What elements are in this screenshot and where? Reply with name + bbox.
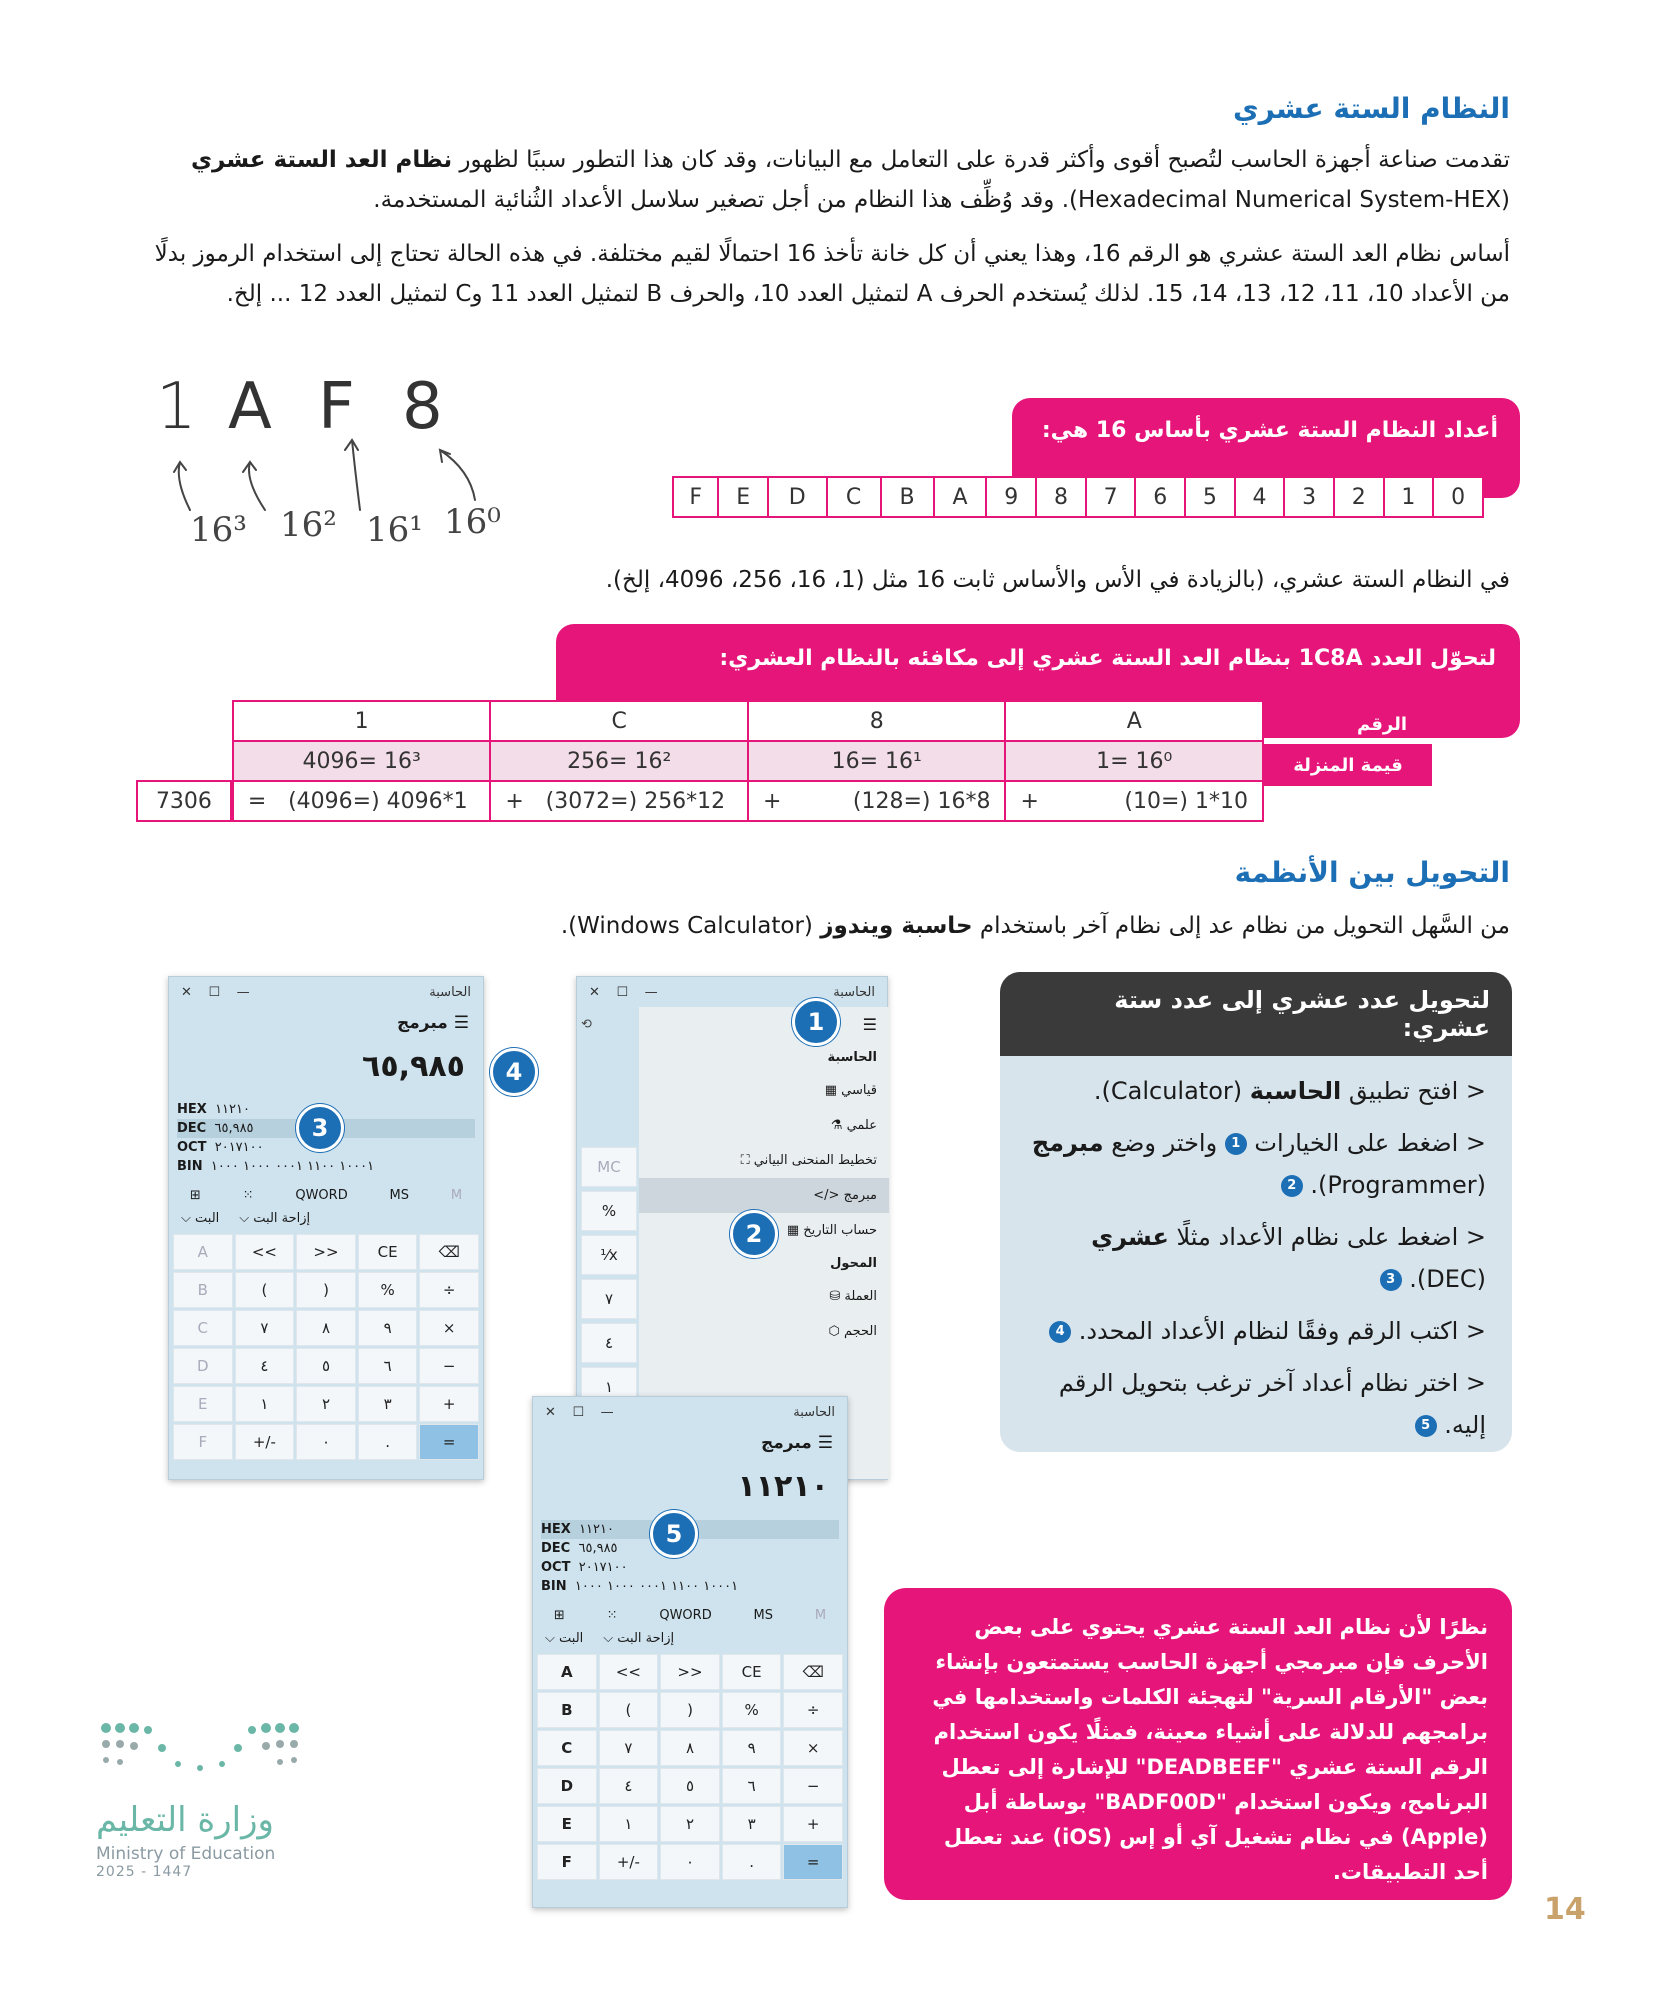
calc-key[interactable]: B <box>173 1272 233 1308</box>
radix-oct[interactable]: OCT ٢٠١٧١٠٠ <box>177 1140 264 1155</box>
calc-key[interactable]: = <box>783 1844 843 1880</box>
conv-product-cell <box>490 781 748 821</box>
calc-memory-row <box>169 1182 483 1209</box>
calc-key[interactable]: ٤ <box>235 1348 295 1384</box>
hamburger-icon[interactable]: ☰ <box>817 1433 833 1453</box>
calc-key[interactable]: − <box>419 1348 479 1384</box>
conv-operator: + <box>762 788 782 814</box>
calc-key[interactable]: CE <box>722 1654 782 1690</box>
calc-key[interactable]: >> <box>296 1234 356 1270</box>
bit-shift-menu[interactable]: ⌵ إزاحة البت <box>603 1631 675 1646</box>
calc-keypad <box>533 1654 847 1880</box>
bit-menu[interactable]: ⌵ البت <box>181 1211 220 1226</box>
calc-key[interactable]: ⌫ <box>419 1234 479 1270</box>
calc-mode-label: مبرمج <box>397 1013 448 1033</box>
calc-keypad <box>169 1234 483 1460</box>
conv-operator: + <box>1020 788 1039 814</box>
radix-bin[interactable]: BIN ١٠٠٠١ ١١٠٠ ٠٠٠١ ١٠٠٠ ١٠٠٠ <box>541 1579 739 1594</box>
calc-side-key[interactable]: % <box>581 1191 637 1231</box>
menu-item-volume[interactable]: الحجم ⬡ <box>828 1324 877 1339</box>
calc-key[interactable]: C <box>173 1310 233 1346</box>
bit-shift-menu[interactable]: ⌵ إزاحة البت <box>239 1211 311 1226</box>
hex-digit-cell: 3 <box>1284 477 1334 517</box>
hand-power-3: 16³ <box>190 510 247 550</box>
paragraph-intro: تقدمت صناعة أجهزة الحاسب لتُصبح أقوى وأكثر قدرة على التعامل مع البيانات، وقد كان هذا التطور سببًا لظهور نظام العد الستة عشري (Hexadecimal Numerical System-HEX). وقد وُظِّف هذا النظام من أجل تصغير سلاسل الأعداد الثُنائية المستخدمة. <box>190 147 1510 213</box>
calc-key[interactable]: ٦ <box>722 1768 782 1804</box>
hex-digit-cell: 5 <box>1185 477 1235 517</box>
conv-product: (128=) 16*8 <box>852 788 991 814</box>
step-badge-4: 4 <box>490 1048 538 1096</box>
conversion-products-row <box>137 781 1263 821</box>
close-icon[interactable]: ✕ <box>545 1404 556 1420</box>
calc-key[interactable]: +/- <box>235 1424 295 1460</box>
calc-bit-row <box>169 1209 483 1234</box>
label-place-value: قيمة المنزلة <box>1264 744 1432 786</box>
calc-key[interactable]: +/- <box>599 1844 659 1880</box>
side-keys <box>581 1147 637 1407</box>
minimize-icon[interactable]: — <box>600 1404 614 1420</box>
calc-key[interactable]: + <box>419 1386 479 1422</box>
ministry-year: 2025 - 1447 <box>96 1864 193 1880</box>
section-title-conversion: التحويل بين الأنظمة <box>1234 856 1510 889</box>
close-icon[interactable]: ✕ <box>181 984 192 1000</box>
calc-key[interactable]: ٨ <box>296 1310 356 1346</box>
calc-side-key[interactable]: ٤ <box>581 1323 637 1363</box>
note-box: نظرًا لأن نظام العد الستة عشري يحتوي على بعض الأحرف فإن مبرمجي أجهزة الحاسب يستمتعون بإنشاء بعض "الأرقام السرية" لتهجئة الكلمات واستخدامها في برامجهم للدلالة على أشياء معينة، فمثلًا يكون استخدام الرقم الستة عشري "DEADBEEF" للإشارة إلى تعطل البرنامج، ويكون استخدام "BADF00D" بوساطة أبل (Apple) في نظام تشغيل آي أو إس (iOS) عند تعطل أحد التطبيقات. <box>884 1588 1512 1900</box>
calc-key[interactable]: ÷ <box>419 1272 479 1308</box>
calc-titlebar <box>533 1397 847 1427</box>
menu-section-converter: المحول <box>830 1256 877 1271</box>
menu-section-calc: الحاسبة <box>827 1050 877 1065</box>
calc-key[interactable]: A <box>537 1654 597 1690</box>
maximize-icon[interactable]: ☐ <box>208 984 221 1000</box>
hand-digit-f: F <box>318 370 355 444</box>
steps-box <box>1000 972 1512 1452</box>
conv-digit: 1 <box>233 701 491 741</box>
calc-window-controls <box>545 1405 614 1420</box>
hex-digit-cell: 6 <box>1135 477 1185 517</box>
calc-key[interactable]: ⌫ <box>783 1654 843 1690</box>
calc-window-title: الحاسبة <box>833 984 875 1000</box>
menu-item-graphing[interactable]: تخطيط المنحنى البياني ⛶ <box>740 1153 877 1168</box>
conv-place: 256= 16² <box>490 741 748 781</box>
calc-side-key[interactable]: ⅟x <box>581 1235 637 1275</box>
step-badge-1: 1 <box>792 998 840 1046</box>
calc-key[interactable]: ٠ <box>660 1844 720 1880</box>
hand-power-1: 16¹ <box>366 510 423 550</box>
step-item-4: < اكتب الرقم وفقًا لنظام الأعداد المحدد. 4 <box>1024 1310 1486 1352</box>
calc-titlebar <box>169 977 483 1007</box>
conv-product-cell <box>233 781 491 821</box>
calc-memory-row <box>533 1602 847 1629</box>
calc-key[interactable]: F <box>173 1424 233 1460</box>
maximize-icon[interactable]: ☐ <box>572 1404 585 1420</box>
step-badge-3: 3 <box>296 1104 344 1152</box>
history-icon[interactable]: ⟲ <box>581 1017 592 1032</box>
conv-digit: A <box>1005 701 1263 741</box>
hex-digit-cell: B <box>881 477 934 517</box>
calc-key[interactable]: ٥ <box>296 1348 356 1384</box>
calc-display: ١١٢١٠ <box>737 1469 829 1504</box>
conv-place: 16= 16¹ <box>748 741 1006 781</box>
hex-digit-cell: 0 <box>1433 477 1483 517</box>
calc-window-controls <box>181 985 250 1000</box>
conversion-digits-row <box>137 701 1263 741</box>
hex-digit-cell: 1 <box>1384 477 1434 517</box>
memory-store-button[interactable]: MS <box>389 1188 409 1203</box>
memory-store-button[interactable]: MS <box>753 1608 773 1623</box>
step-badge-2: 2 <box>730 1210 778 1258</box>
menu-item-date[interactable]: حساب التاريخ ▦ <box>786 1223 877 1238</box>
keypad-icon[interactable]: ⊞ <box>553 1608 565 1623</box>
calc-key[interactable]: ٧ <box>235 1310 295 1346</box>
calc-key[interactable]: ٤ <box>599 1768 659 1804</box>
calculator-window-hex <box>532 1396 848 1908</box>
menu-item-standard[interactable]: قياسي ▦ <box>824 1083 877 1098</box>
hand-power-2: 16² <box>280 505 337 545</box>
ministry-english: Ministry of Education <box>96 1844 276 1864</box>
calc-key[interactable]: % <box>358 1272 418 1308</box>
calc-key[interactable]: ) <box>660 1692 720 1728</box>
steps-title: لتحويل عدد عشري إلى عدد ستة عشري: <box>1000 972 1512 1056</box>
conv-product: (10=) 1*10 <box>1124 788 1248 814</box>
calc-key[interactable]: ٩ <box>358 1310 418 1346</box>
conv-place: 4096= 16³ <box>233 741 491 781</box>
calc-window-controls <box>589 985 658 1000</box>
bit-menu[interactable]: ⌵ البت <box>545 1631 584 1646</box>
calc-key[interactable]: E <box>173 1386 233 1422</box>
handwritten-illustration <box>130 370 530 570</box>
calc-key[interactable]: E <box>537 1806 597 1842</box>
bit-toggle-icon[interactable]: ⁙ <box>242 1188 254 1203</box>
calc-mode-row <box>533 1427 847 1459</box>
calc-key[interactable]: × <box>783 1730 843 1766</box>
hamburger-icon[interactable]: ☰ <box>862 1015 877 1034</box>
calc-key[interactable]: % <box>722 1692 782 1728</box>
calc-key[interactable]: CE <box>358 1234 418 1270</box>
calc-key[interactable]: ( <box>599 1692 659 1728</box>
step-item-1: < افتح تطبيق الحاسبة (Calculator). <box>1093 1077 1486 1105</box>
calc-window-title: الحاسبة <box>793 1404 835 1420</box>
calc-key[interactable]: ٨ <box>660 1730 720 1766</box>
minimize-icon[interactable]: — <box>236 984 250 1000</box>
radix-hex[interactable]: HEX ١١٢١٠ <box>177 1102 250 1117</box>
calc-titlebar <box>577 977 887 1007</box>
calc-key[interactable]: × <box>419 1310 479 1346</box>
memory-button[interactable]: M <box>814 1608 827 1623</box>
calc-side-key[interactable]: ٧ <box>581 1279 637 1319</box>
calc-key[interactable]: = <box>419 1424 479 1460</box>
step-item-3: < اضغط على نظام الأعداد مثلًا عشري (DEC). 3 <box>1091 1223 1486 1293</box>
word-size-button[interactable]: QWORD <box>659 1608 712 1623</box>
paragraph-windows-calc: من السَّهل التحويل من نظام عد إلى نظام آخر باستخدام حاسبة ويندوز (Windows Calculator). <box>560 913 1510 939</box>
calc-key[interactable]: A <box>173 1234 233 1270</box>
calc-key[interactable]: ١ <box>599 1806 659 1842</box>
calc-key[interactable]: ٧ <box>599 1730 659 1766</box>
hex-digit-cell: 8 <box>1036 477 1086 517</box>
step-badge-5: 5 <box>650 1510 698 1558</box>
calc-key[interactable]: << <box>599 1654 659 1690</box>
ministry-arabic: وزارة التعليم <box>96 1800 274 1840</box>
calc-key[interactable]: F <box>537 1844 597 1880</box>
radix-hex[interactable]: HEX ١١٢١٠ <box>541 1520 839 1539</box>
ministry-logo <box>96 1716 326 1906</box>
calc-key[interactable]: ٥ <box>660 1768 720 1804</box>
conversion-header: لتحوّل العدد 1C8A بنظام العد الستة عشري إلى مكافئه بالنظام العشري: <box>556 624 1520 738</box>
calc-key[interactable]: D <box>537 1768 597 1804</box>
menu-item-currency[interactable]: العملة ⛁ <box>829 1289 877 1304</box>
hex-digit-cell: C <box>827 477 881 517</box>
hand-digit-a: A <box>228 370 272 444</box>
conv-product-cell <box>1005 781 1263 821</box>
calc-key[interactable]: . <box>722 1844 782 1880</box>
conv-place: 1= 16⁰ <box>1005 741 1263 781</box>
hand-digit-1: 1 <box>156 370 197 444</box>
conv-product: (3072=) 256*12 <box>545 788 726 814</box>
calc-key[interactable]: . <box>358 1424 418 1460</box>
calc-side-key[interactable]: ١ <box>581 1367 637 1407</box>
hex-digit-cell: A <box>934 477 987 517</box>
hamburger-icon[interactable]: ☰ <box>453 1013 469 1033</box>
calc-side-key[interactable]: MC <box>581 1147 637 1187</box>
conv-operator: + <box>505 788 524 814</box>
memory-button[interactable]: M <box>450 1188 463 1203</box>
word-size-button[interactable]: QWORD <box>295 1188 348 1203</box>
hand-power-0: 16⁰ <box>444 502 501 542</box>
calc-bit-row <box>533 1629 847 1654</box>
conv-product-cell <box>748 781 1006 821</box>
menu-item-programmer[interactable]: مبرمج </> <box>639 1178 889 1213</box>
conv-result: 7306 <box>137 781 231 821</box>
section-title-hex: النظام الستة عشري <box>1232 92 1510 125</box>
conversion-table <box>136 700 1264 822</box>
paragraph-base16: أساس نظام العد الستة عشري هو الرقم 16، وهذا يعني أن كل خانة تأخذ 16 احتمالًا لقيم مختلفة. في هذه الحالة تحتاج إلى استخدام الرموز بدلًا من الأعداد 10، 11، 12، 13، 14، 15. لذلك يُستخدم الحرف A لتمثيل العدد 10، والحرف B لتمثيل العدد 11 وC لتمثيل العدد 12 ... إلخ. <box>154 241 1510 307</box>
step-item-2: < اضغط على الخيارات 1 واختر وضع مبرمج (Programmer). 2 <box>1031 1129 1486 1199</box>
hex-digit-cell: 4 <box>1235 477 1285 517</box>
hex-digit-cell: E <box>718 477 767 517</box>
bit-toggle-icon[interactable]: ⁙ <box>606 1608 618 1623</box>
calc-key[interactable]: << <box>235 1234 295 1270</box>
hex-digit-cell: 2 <box>1334 477 1384 517</box>
calc-key[interactable]: B <box>537 1692 597 1728</box>
calc-key[interactable]: ٠ <box>296 1424 356 1460</box>
hex-digits-row <box>673 477 1483 517</box>
calc-key[interactable]: ÷ <box>783 1692 843 1728</box>
base-note: في النظام الستة عشري، (بالزيادة في الأس والأساس ثابت 16 مثل (1، 16، 256، 4096، إلخ). <box>605 567 1510 593</box>
conv-digit: 8 <box>748 701 1006 741</box>
steps-list <box>1000 1056 1512 1446</box>
menu-item-scientific[interactable]: علمي ⚗ <box>830 1118 877 1133</box>
calc-key[interactable]: ٩ <box>722 1730 782 1766</box>
hex-digits-table <box>672 476 1484 518</box>
calc-key[interactable]: C <box>537 1730 597 1766</box>
calc-key[interactable]: ٣ <box>358 1386 418 1422</box>
radix-dec[interactable]: DEC ٦٥,٩٨٥ <box>541 1541 618 1556</box>
radix-dec[interactable]: DEC ٦٥,٩٨٥ <box>177 1119 475 1138</box>
ministry-dots-emblem <box>96 1716 316 1786</box>
hand-digit-8: 8 <box>402 370 443 444</box>
calc-key[interactable]: − <box>783 1768 843 1804</box>
calc-key[interactable]: ٣ <box>722 1806 782 1842</box>
hex-digit-cell: F <box>673 477 718 517</box>
close-icon[interactable]: ✕ <box>589 984 600 1000</box>
label-digit: الرقم <box>1356 713 1408 735</box>
conv-digit: C <box>490 701 748 741</box>
calc-key[interactable]: ٢ <box>296 1386 356 1422</box>
radix-bin[interactable]: BIN ١٠٠٠١ ١١٠٠ ٠٠٠١ ١٠٠٠ ١٠٠٠ <box>177 1159 375 1174</box>
calc-key[interactable]: ٦ <box>358 1348 418 1384</box>
conv-product: (4096=) 4096*1 <box>288 788 468 814</box>
hex-digit-cell: D <box>768 477 827 517</box>
calc-display: ٦٥,٩٨٥ <box>362 1049 465 1084</box>
calc-key[interactable]: ٢ <box>660 1806 720 1842</box>
conv-operator: = <box>247 788 267 814</box>
radix-oct[interactable]: OCT ٢٠١٧١٠٠ <box>541 1560 628 1575</box>
maximize-icon[interactable]: ☐ <box>616 984 629 1000</box>
step-item-5: < اختر نظام أعداد آخر ترغب بتحويل الرقم إليه. 5 <box>1058 1369 1486 1439</box>
calc-key[interactable]: ) <box>296 1272 356 1308</box>
calculator-window-decimal <box>168 976 484 1480</box>
keypad-icon[interactable]: ⊞ <box>189 1188 201 1203</box>
page-number: 14 <box>1544 1892 1586 1927</box>
calc-mode-label: مبرمج <box>761 1433 812 1453</box>
calc-key[interactable]: D <box>173 1348 233 1384</box>
calc-window-title: الحاسبة <box>429 984 471 1000</box>
conversion-places-row <box>137 741 1263 781</box>
calc-key[interactable]: ( <box>235 1272 295 1308</box>
calc-key[interactable]: + <box>783 1806 843 1842</box>
calc-key[interactable]: >> <box>660 1654 720 1690</box>
hex-digit-cell: 9 <box>986 477 1036 517</box>
hex-digits-header: أعداد النظام الستة عشري بأساس 16 هي: <box>1012 398 1520 498</box>
hex-digit-cell: 7 <box>1086 477 1136 517</box>
calc-key[interactable]: ١ <box>235 1386 295 1422</box>
calc-mode-row <box>169 1007 483 1039</box>
minimize-icon[interactable]: — <box>644 984 658 1000</box>
